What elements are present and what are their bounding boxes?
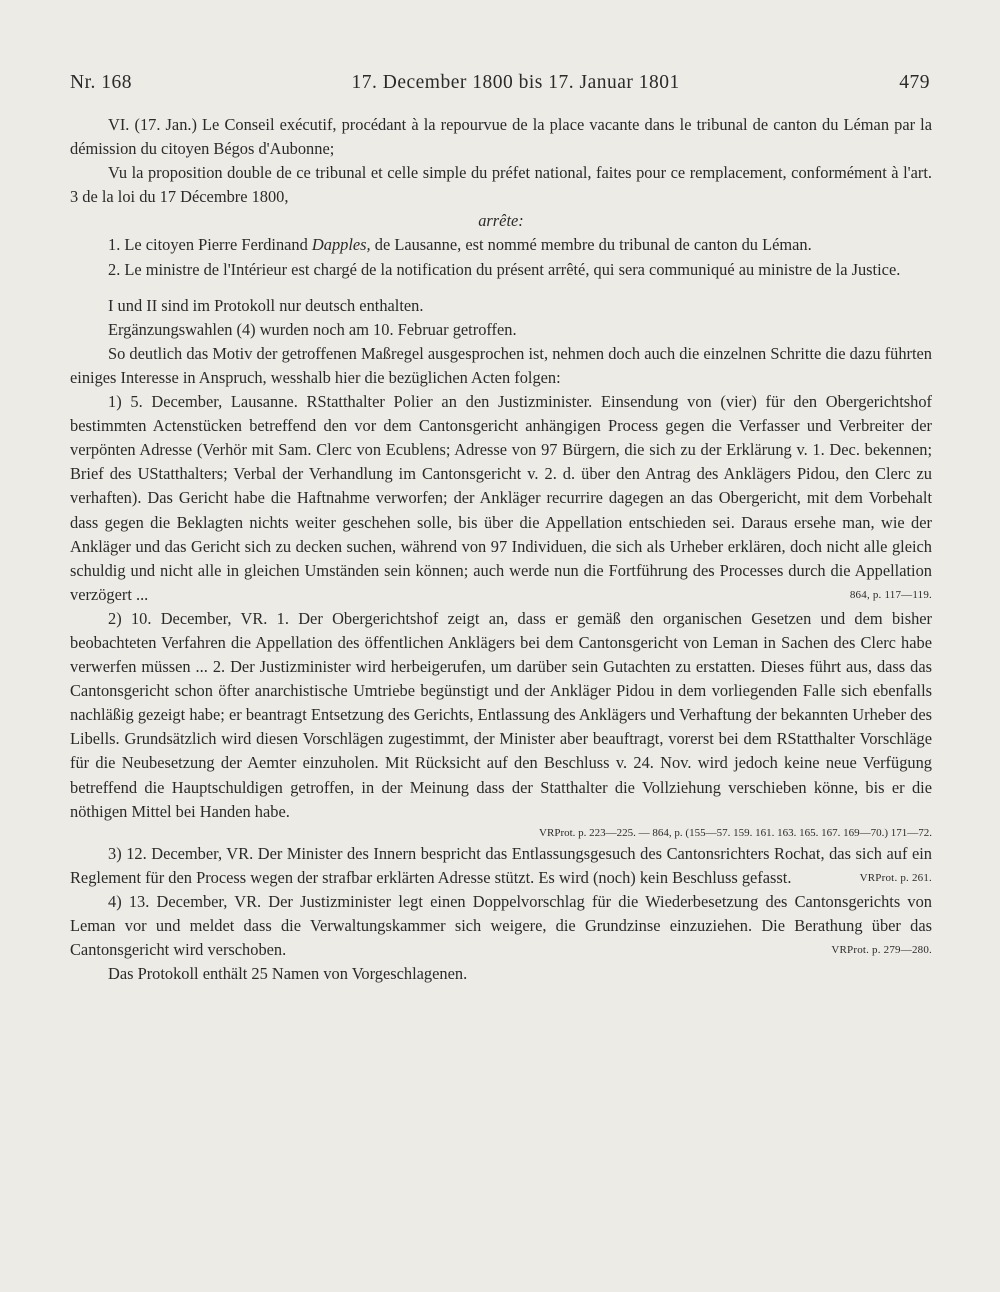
- page-body: [70, 113, 932, 986]
- date-range: 17. December 1800 bis 17. Januar 1801: [351, 72, 680, 93]
- decree-article-1: [70, 233, 932, 257]
- page-header: [70, 72, 930, 94]
- article-1-name: Dapples,: [311, 235, 371, 255]
- document-number: Nr. 168: [70, 72, 132, 93]
- closing-note: Das Protokoll enthält 25 Namen von Vorgeschlagenen.: [108, 964, 468, 984]
- act-item-4-reference: VRProt. p. 279—280.: [831, 944, 932, 957]
- act-item-3: [70, 842, 932, 890]
- act-item-3-text: 3) 12. December, VR. Der Minister des Innern bespricht das Entlassungsgesuch des Cantonsrichters Rochat, das sich auf ein Reglement für den Process wegen der strafbar erklärten Adresse stützt. Es wird (noch) kein Beschluss gefasst.: [70, 843, 932, 887]
- act-item-3-reference: VRProt. p. 261.: [859, 871, 932, 884]
- act-item-1: [70, 390, 932, 607]
- motive-note: So deutlich das Motiv der getroffenen Maßregel ausgesprochen ist, nehmen doch auch die einzelnen Schritte die dazu führten einiges Interesse in Anspruch, wesshalb hier die bezüglichen Acten folgen:: [70, 343, 932, 387]
- decree-article-2: 2. Le ministre de l'Intérieur est chargé de la notification du présent arrêté, qui sera communiqué au ministre de la Justice.: [108, 259, 901, 279]
- decree-arrete: arrête:: [478, 211, 524, 231]
- act-item-1-reference: 864, p. 117—119.: [849, 588, 932, 601]
- act-item-2-reference: VRProt. p. 223—225. — 864, p. (155—57. 159. 161. 163. 165. 167. 169—70.) 171—72.: [539, 826, 932, 839]
- protocol-note: I und II sind im Protokoll nur deutsch enthalten.: [108, 295, 424, 315]
- act-item-4-text: 4) 13. December, VR. Der Justizminister legt einen Doppelvorschlag für die Wiederbesetzung des Cantonsgerichts von Leman vor und meldet dass die Verwaltungskammer sich weigere, die Grundzinse einzuziehen. Die Berathung über das Cantonsgericht wird verschoben.: [70, 891, 932, 960]
- decree-considerant: Vu la proposition double de ce tribunal et celle simple du préfet national, faites pour ce remplacement, conformément à l'art. 3 de la loi du 17 Décembre 1800,: [70, 163, 932, 207]
- article-1-text-end: de Lausanne, est nommé membre du tribunal de canton du Léman.: [370, 235, 812, 255]
- page-number: 479: [899, 72, 930, 93]
- act-item-2: 2) 10. December, VR. 1. Der Obergerichtshof zeigt an, dass er gemäß den organischen Gesetzen und dem bisher beobachteten Verfahren die Appellation des öffentlichen Anklägers bei dem Cantonsgericht von Leman in Sachen des Clerc habe verwerfen müssen ... 2. Der Justizminister wird herbeigerufen, um darüber sein Gutachten zu erstatten. Dieses führt aus, dass das Cantonsgericht schon öfter anarchistische Umtriebe begünstigt und der Ankläger Pidou in dem vorliegenden Falle sich ebenfalls nachläßig gezeigt habe; er beantragt Entsetzung des Gerichts, Entlassung des Anklägers und Verhaftung der bekannten Urheber des Libells. Grundsätzlich wird diesen Vorschlägen zugestimmt, der Minister aber beauftragt, vorerst bei dem RStatthalter Vorschläge für die Neubesetzung der Aemter einzuholen. Mit Rücksicht auf den Beschluss v. 24. Nov. wird jedoch keine neue Verfügung betreffend die Hauptschuldigen getroffen, in der Meinung dass der Statthalter die Vollziehung verschieben könne, bis er die nöthigen Mittel bei Handen habe.: [70, 608, 932, 821]
- elections-note: Ergänzungswahlen (4) wurden noch am 10. Februar getroffen.: [108, 319, 517, 339]
- act-item-1-text: 1) 5. December, Lausanne. RStatthalter Polier an den Justizminister. Einsendung von (vier) für den Obergerichtshof bestimmten Actenstücken betreffend den vor dem Cantonsgericht anhängigen Process gegen die Verfasser und Verbreiter der verpönten Adresse (Verhör mit Sam. Clerc von Ecublens; Adresse von 97 Bürgern, die sich zu der Erklärung v. 1. Dec. bekennen; Brief des UStatthalters; Verbal der Verhandlung im Cantonsgericht v. 2. d. über den Antrag des Anklägers Pidou, den Clerc zu verhaften). Das Gericht habe die Haftnahme verworfen; der Ankläger recurrire dagegen an das Obergericht, mit dem Vorbehalt dass gegen die Beklagten nichts weiter geschehen solle, bis über die Appellation entschieden sei. Daraus ersehe man, wie der Ankläger und das Gericht sich zu decken suchen, während von 97 Individuen, die sich als Urheber erklären, doch nicht alle gleich schuldig und nicht alle in gleichen Umständen sein können; auch werde nun die Fortführung des Processes durch die Appellation verzögert ...: [70, 392, 932, 604]
- act-item-4: [70, 890, 932, 962]
- decree-intro: VI. (17. Jan.) Le Conseil exécutif, procédant à la repourvue de la place vacante dans le tribunal de canton du Léman par la démission du citoyen Bégos d'Aubonne;: [70, 115, 932, 159]
- article-1-text-start: 1. Le citoyen Pierre Ferdinand: [108, 235, 312, 255]
